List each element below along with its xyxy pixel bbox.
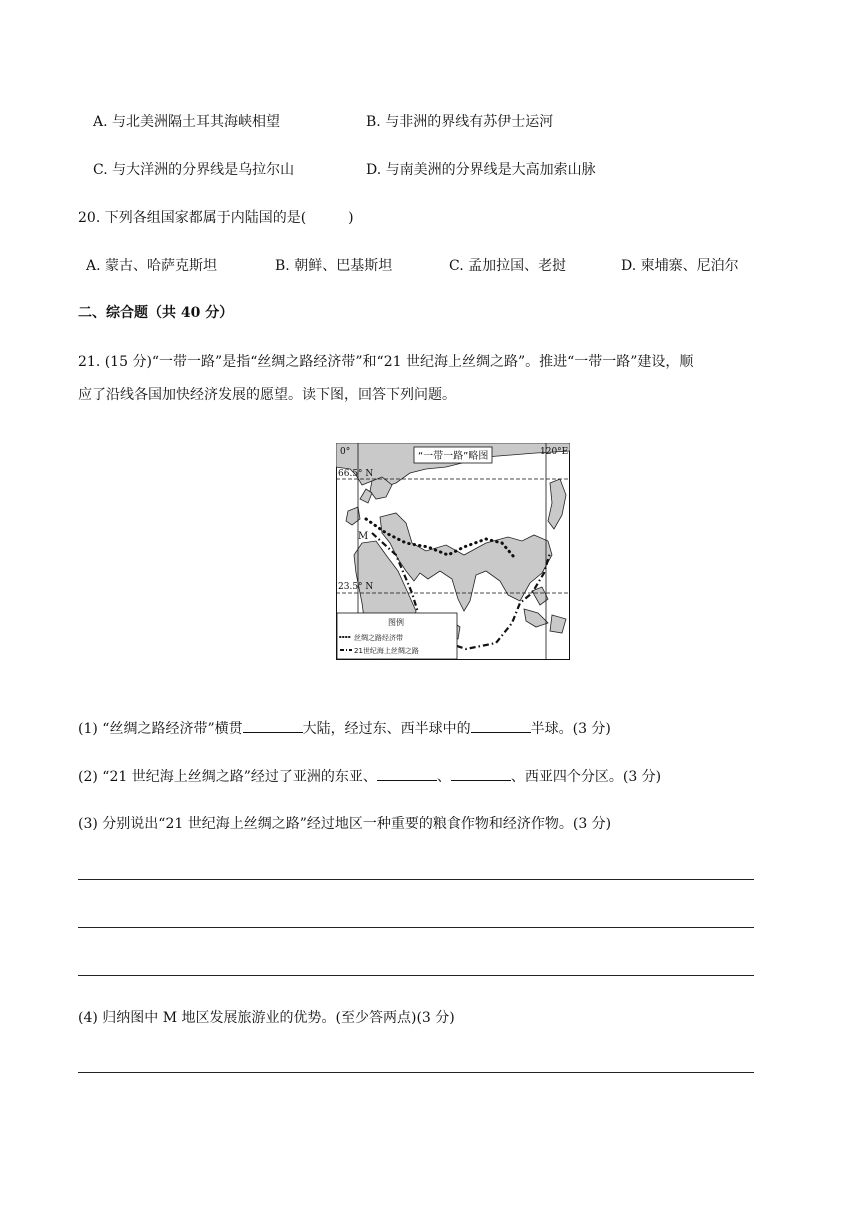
q21-sub2: [78, 766, 661, 787]
q21-sub1-text-b: 大陆，经过东、西半球中的: [302, 721, 471, 737]
q21-sub4: (4) 归纳图中 M 地区发展旅游业的优势。(至少答两点)(3 分): [78, 1010, 455, 1026]
legend-title: 图例: [388, 618, 404, 627]
q20-option-d: D. 柬埔寨、尼泊尔: [621, 258, 739, 274]
belt-road-map: [336, 443, 570, 660]
map-title: “一带一路”略图: [418, 451, 489, 462]
answer-blank-1[interactable]: [243, 718, 303, 733]
q21-sub3: (3) 分别说出“21 世纪海上丝绸之路”经过地区一种重要的粮食作物和经济作物。(3 分): [78, 816, 612, 832]
q21-sub2-sep: 、: [436, 769, 451, 785]
legend-silk-road: 丝绸之路经济带: [354, 634, 403, 642]
answer-line-3[interactable]: [78, 975, 754, 976]
legend-maritime: 21世纪海上丝绸之路: [354, 647, 419, 655]
q21-stem-line2: 应了沿线各国加快经济发展的愿望。读下图，回答下列问题。: [78, 387, 456, 403]
map-lat23-label: 23.5° N: [338, 582, 374, 592]
answer-blank-4[interactable]: [451, 766, 511, 781]
q19-option-d: D. 与南美洲的分界线是大高加索山脉: [366, 162, 596, 178]
q20-option-c: C. 孟加拉国、老挝: [449, 258, 567, 274]
map-lon120-label: 120°E: [540, 447, 569, 457]
q21-sub2-text-b: 、西亚四个分区。(3 分): [510, 769, 662, 785]
answer-line-4[interactable]: [78, 1072, 754, 1073]
answer-blank-3[interactable]: [377, 766, 437, 781]
q21-sub1: [78, 718, 611, 739]
map-lat66-label: 66.5° N: [338, 469, 374, 479]
q21-sub1-text-c: 半球。(3 分): [530, 721, 611, 737]
answer-line-1[interactable]: [78, 879, 754, 880]
answer-blank-2[interactable]: [471, 718, 531, 733]
section2-title: 二、综合题（共 40 分）: [78, 305, 234, 321]
q21-stem-line1: 21. (15 分)“一带一路”是指“丝绸之路经济带”和“21 世纪海上丝绸之路”。推进“一带一路”建设，顺: [78, 354, 694, 370]
q19-option-b: B. 与非洲的界线有苏伊士运河: [366, 114, 554, 130]
map-lon0-label: 0°: [340, 447, 351, 457]
answer-line-2[interactable]: [78, 927, 754, 928]
q20-option-b: B. 朝鲜、巴基斯坦: [275, 258, 393, 274]
q20-option-a: A. 蒙古、哈萨克斯坦: [86, 258, 218, 274]
q21-sub2-text-a: (2) “21 世纪海上丝绸之路”经过了亚洲的东亚、: [78, 769, 377, 785]
map-m-label: M: [358, 531, 369, 542]
q20-stem: 20. 下列各组国家都属于内陆国的是( ): [78, 210, 354, 226]
q19-option-c: C. 与大洋洲的分界线是乌拉尔山: [93, 162, 295, 178]
q21-sub1-text-a: (1) “丝绸之路经济带”横贯: [78, 721, 243, 737]
q19-option-a: A. 与北美洲隔土耳其海峡相望: [93, 114, 281, 130]
